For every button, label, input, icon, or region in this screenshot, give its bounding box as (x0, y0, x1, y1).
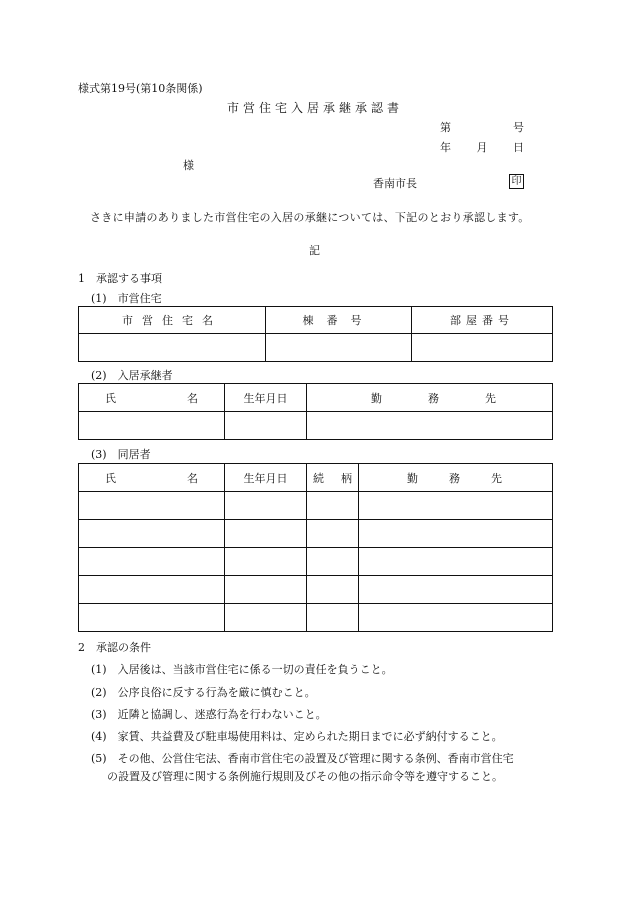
section1-heading: 1 承認する事項 (78, 272, 162, 285)
date-day: 日 (513, 141, 524, 154)
cell-workplace[interactable] (359, 604, 553, 632)
condition-item-continuation: の設置及び管理に関する条例施行規則及びその他の指示命令等を遵守すること。 (107, 770, 503, 783)
header-building-number: 棟番号 (266, 307, 412, 334)
cell-room-number[interactable] (412, 334, 553, 362)
table-row (79, 548, 553, 576)
cell-building-number[interactable] (266, 334, 412, 362)
seal-mark: 印 (509, 174, 524, 189)
cell-workplace[interactable] (359, 548, 553, 576)
sub1-label: (1) 市営住宅 (91, 292, 162, 305)
number-date-block (440, 119, 524, 159)
section2-heading: 2 承認の条件 (78, 641, 151, 654)
table-header-row (79, 307, 553, 334)
date-line (440, 139, 524, 159)
header-workplace: 勤 務 先 (359, 464, 553, 492)
header-relationship: 続 柄 (307, 464, 359, 492)
cell-birthdate[interactable] (225, 412, 307, 440)
header-name: 氏 名 (79, 384, 225, 412)
sub2-label: (2) 入居承継者 (91, 369, 173, 382)
cell-housing-name[interactable] (79, 334, 266, 362)
table-row (79, 412, 553, 440)
cell-birthdate[interactable] (225, 492, 307, 520)
cell-workplace[interactable] (359, 576, 553, 604)
cell-birthdate[interactable] (225, 548, 307, 576)
form-number: 様式第19号(第10条関係) (78, 82, 203, 95)
condition-item: (2) 公序良俗に反する行為を厳に慎むこと。 (91, 686, 316, 699)
cell-relationship[interactable] (307, 604, 359, 632)
ki-heading: 記 (309, 244, 320, 257)
cell-name[interactable] (79, 492, 225, 520)
cell-workplace[interactable] (359, 492, 553, 520)
cell-relationship[interactable] (307, 548, 359, 576)
cell-birthdate[interactable] (225, 604, 307, 632)
table-row (79, 492, 553, 520)
header-name: 氏 名 (79, 464, 225, 492)
cohabitant-table (78, 463, 553, 632)
date-year: 年 (440, 141, 451, 154)
condition-item: (5) その他、公営住宅法、香南市営住宅の設置及び管理に関する条例、香南市営住宅 (91, 752, 514, 765)
successor-table (78, 383, 553, 440)
housing-table (78, 306, 553, 362)
condition-item: (1) 入居後は、当該市営住宅に係る一切の責任を負うこと。 (91, 663, 393, 676)
header-birthdate: 生年月日 (225, 464, 307, 492)
condition-item: (3) 近隣と協調し、迷惑行為を行わないこと。 (91, 708, 327, 721)
cell-workplace[interactable] (307, 412, 553, 440)
table-row (79, 576, 553, 604)
issuer-name: 香南市長 (373, 177, 417, 190)
cell-name[interactable] (79, 520, 225, 548)
document-number-line (440, 119, 524, 139)
cell-workplace[interactable] (359, 520, 553, 548)
addressee-suffix: 様 (183, 159, 194, 172)
cell-name[interactable] (79, 548, 225, 576)
date-month: 月 (476, 141, 488, 154)
sub3-label: (3) 同居者 (91, 448, 151, 461)
header-workplace: 勤 務 先 (307, 384, 553, 412)
cell-relationship[interactable] (307, 520, 359, 548)
table-header-row (79, 384, 553, 412)
document-title: 市営住宅入居承継承認書 (226, 101, 403, 115)
cell-name[interactable] (79, 604, 225, 632)
table-header-row (79, 464, 553, 492)
header-housing-name: 市営住宅名 (79, 307, 266, 334)
table-row (79, 334, 553, 362)
table-row (79, 520, 553, 548)
cell-relationship[interactable] (307, 492, 359, 520)
cell-birthdate[interactable] (225, 576, 307, 604)
header-room-number: 部屋番号 (412, 307, 553, 334)
cell-birthdate[interactable] (225, 520, 307, 548)
cell-relationship[interactable] (307, 576, 359, 604)
number-suffix: 号 (513, 121, 524, 134)
table-row (79, 604, 553, 632)
cell-name[interactable] (79, 412, 225, 440)
intro-text: さきに申請のありました市営住宅の入居の承継については、下記のとおり承認します。 (90, 211, 530, 224)
condition-item: (4) 家賃、共益費及び駐車場使用料は、定められた期日までに必ず納付すること。 (91, 730, 503, 743)
cell-name[interactable] (79, 576, 225, 604)
number-label: 第 (440, 121, 451, 134)
header-birthdate: 生年月日 (225, 384, 307, 412)
